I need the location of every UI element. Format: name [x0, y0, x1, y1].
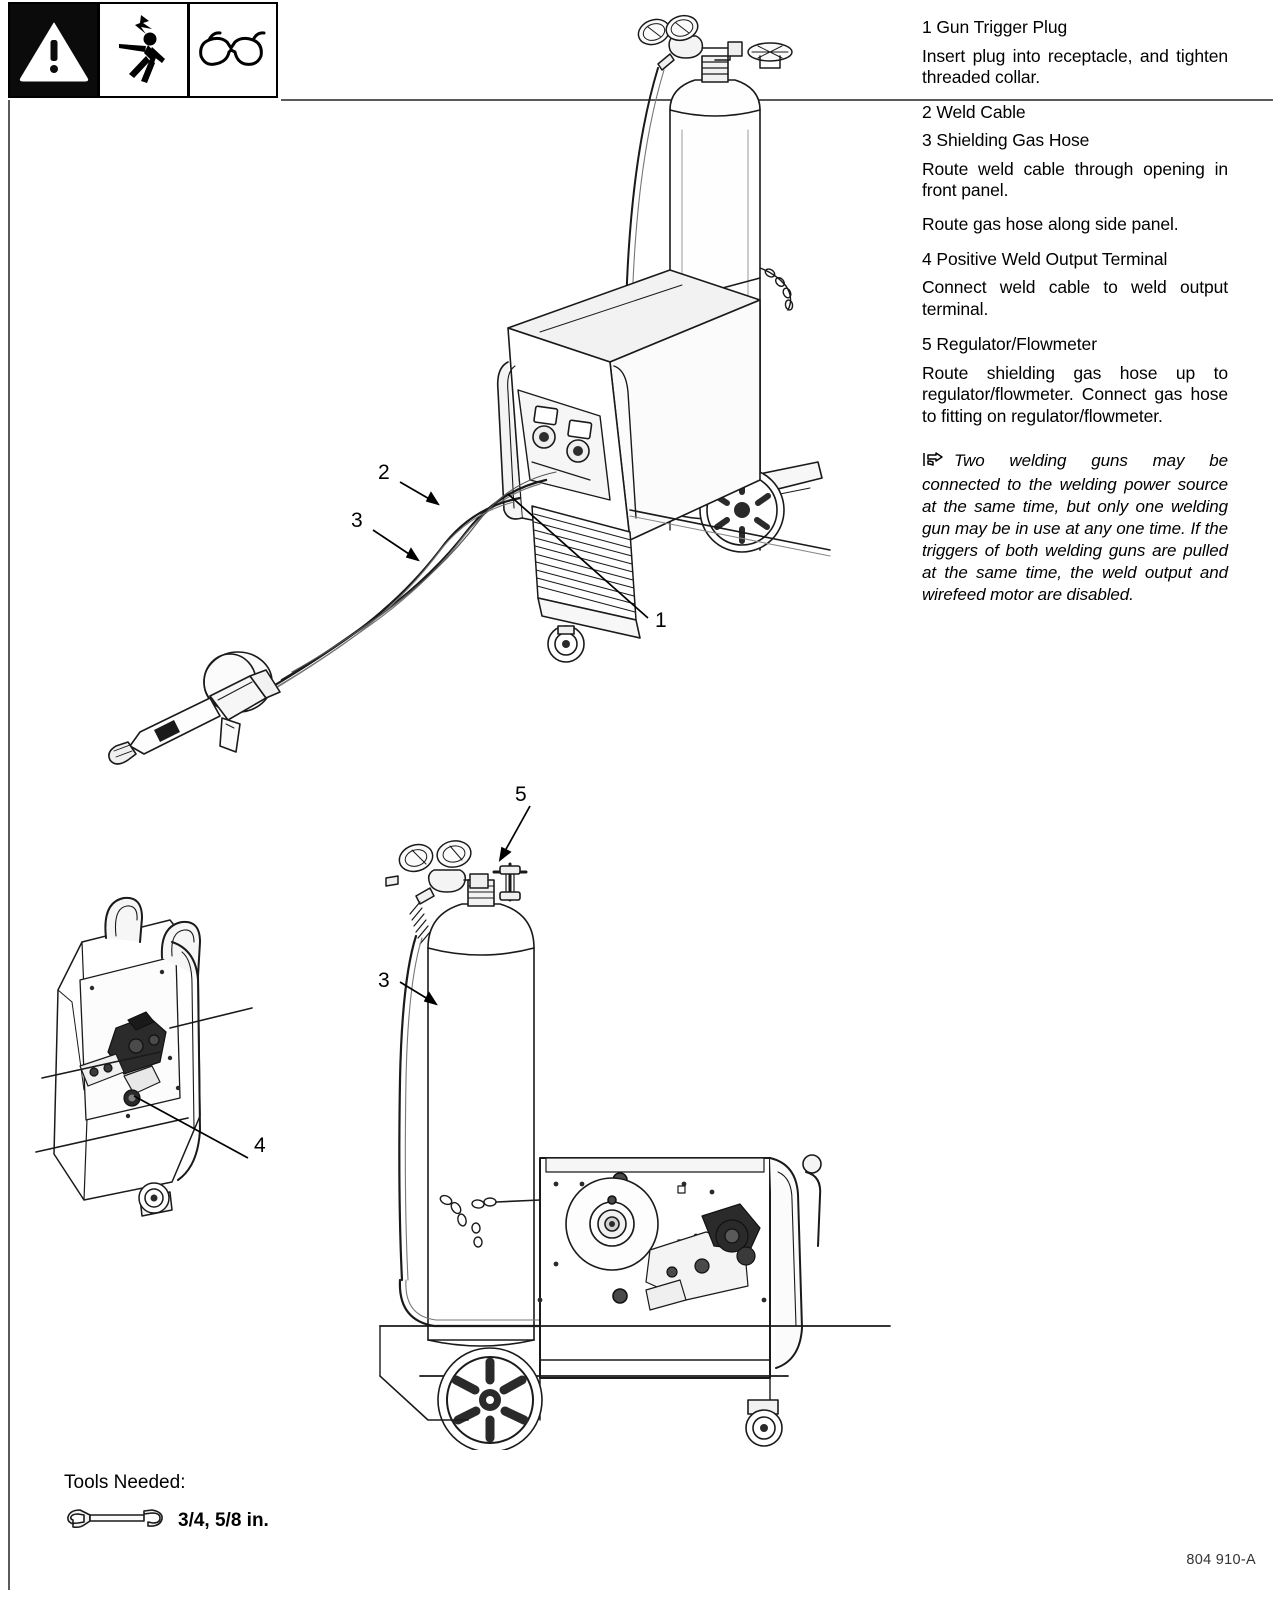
figure-main-assembly [70, 10, 910, 800]
note-block [922, 450, 1228, 607]
tools-needed-label: Tools Needed: [64, 1472, 186, 1493]
instruction-body-5: Route shielding gas hose up to regulator/flowmeter. Connect gas hose to fitting on regulator/flowmeter. [922, 362, 1228, 426]
tools-needed-row [64, 1506, 269, 1535]
note-text: Two welding guns may be connected to the welding power source at the same time, but only one welding gun may be in use at any one time. If the triggers of both welding guns are pulled at the same time, the weld output and wirefeed motor are disabled. [922, 450, 1228, 605]
figure-side-view [350, 780, 910, 1450]
pointing-hand-icon [922, 451, 952, 474]
instruction-body-1: Insert plug into receptacle, and tighten threaded collar. [922, 45, 1228, 88]
note-text-paragraph [922, 450, 1228, 607]
callout-1: 1 [655, 609, 667, 632]
callout-3-side: 3 [378, 969, 390, 992]
instruction-title-4: 4 Positive Weld Output Terminal [922, 248, 1168, 269]
instruction-title-1: 1 Gun Trigger Plug [922, 17, 1068, 37]
callout-3: 3 [351, 509, 363, 532]
open-end-wrench-icon [64, 1506, 164, 1535]
callout-4: 4 [254, 1134, 266, 1157]
instruction-title-3: 3 Shielding Gas Hose [922, 129, 1090, 150]
callout-2: 2 [378, 461, 390, 484]
tools-needed-section [64, 1472, 269, 1535]
figure-rear-panel-detail [20, 880, 320, 1220]
instruction-title-5: 5 Regulator/Flowmeter [922, 333, 1097, 354]
instruction-body-gas-hose-route: Route gas hose along side panel. [922, 214, 1179, 234]
page-frame-left-rule [8, 100, 10, 1590]
document-id: 804 910-A [1186, 1552, 1256, 1568]
instruction-body-4: Connect weld cable to weld output terminal. [922, 277, 1228, 320]
callout-5: 5 [515, 783, 527, 806]
instruction-title-2: 2 Weld Cable [922, 102, 1026, 123]
instruction-body-weld-cable-route: Route weld cable through opening in front panel. [922, 158, 1228, 201]
tools-needed-sizes: 3/4, 5/8 in. [178, 1509, 269, 1531]
instruction-text-column [922, 16, 1228, 606]
